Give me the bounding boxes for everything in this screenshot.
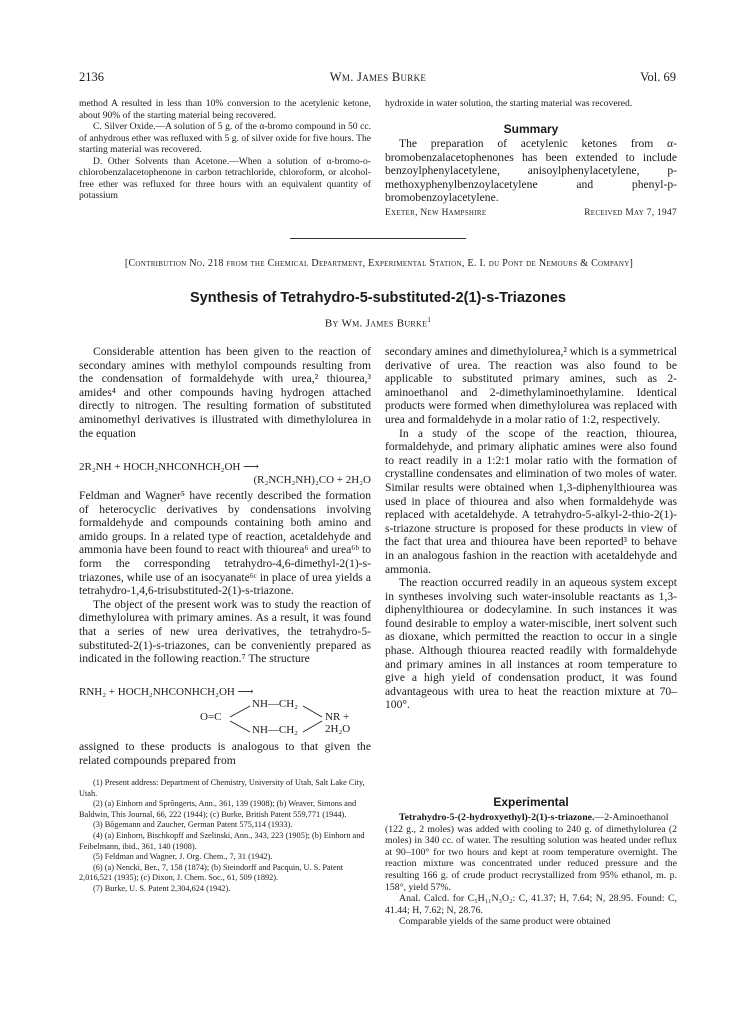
prev-paragraph: hydroxide in water solution, the starting material was recovered. <box>385 98 633 109</box>
byline-text: By Wm. James Burke <box>324 317 428 330</box>
experimental-heading: Experimental <box>493 795 569 809</box>
equation-1-line-2: (R₂NCH₂NH)₂CO + 2H₂O <box>253 474 371 486</box>
main-left-column-end <box>79 740 371 767</box>
footnote: (6) (a) Nencki, Ber., 7, 158 (1874); (b) Steindorff and Pacquin, U. S. Patent 2,016,521 (1935); (c) Dixon, J. Chem. Soc., 61, 509 (1892). <box>79 862 344 883</box>
compound-name: Tetrahydro-5-(2-hydroxyethyl)-2(1)-s-triazone. <box>399 812 595 823</box>
procedure-text: —2-Aminoethanol (122 g., 2 moles) was added with cooling to 240 g. of dimethylolurea (2 moles) in 340 cc. of water. The resulting solution was heated under reflux at 90–100° for two hours and kept at room temperature overnight. The reaction mixture was concentrated under reduced pressure and the resulting 166 g. of crude product recrystallized from 95% ethanol, m. p. 158°, yield 57%. <box>385 812 677 893</box>
footnote: (4) (a) Einhorn, Bischkopff and Szelinski, Ann., 343, 223 (1905); (b) Einhorn and Feibelmann, ibid., 361, 140 (1908). <box>79 830 365 851</box>
closing-line: Comparable yields of the same product were obtained <box>399 916 611 928</box>
footnote: (7) Burke, U. S. Patent 2,304,624 (1942). <box>93 883 231 893</box>
main-left-column <box>79 345 371 440</box>
running-author: Wm. James Burke <box>329 70 427 84</box>
page-number: 2136 <box>79 70 104 84</box>
body-paragraph: assigned to these products is analogous to that given the related compounds prepared from <box>79 740 371 767</box>
prev-article-left-column <box>79 98 371 202</box>
triazone-structure <box>200 698 375 740</box>
summary-heading: Summary <box>503 122 559 136</box>
structure-bottom-bond: NH—CH₂ <box>252 724 299 736</box>
summary-text <box>385 137 677 205</box>
footnotes <box>79 778 371 895</box>
experimental-section <box>385 812 677 928</box>
footnote: (2) (a) Einhorn and Sprōngerts, Ann., 361, 139 (1908); (b) Weaver, Simons and Baldwin, This Journal, 66, 222 (1944); (c) Burke, British Patent 559,771 (1944). <box>79 799 357 819</box>
prev-paragraph: C. Silver Oxide.—A solution of 5 g. of the α-bromo compound in 50 cc. of anhydrous ether was refluxed with 5 g. of silver oxide for five hours. The starting material was recovered. <box>79 121 371 155</box>
structure-carbonyl: O=C <box>200 711 222 723</box>
equation-2-line-1: RNH₂ + HOCH₂NHCONHCH₂OH ⟶ <box>79 686 254 698</box>
summary-paragraph: The preparation of acetylenic ketones from α-bromobenzalacetophenones has been extended to include benzoylphenylacetylene, anisoylphenylacetylene, p-methoxyphenylbenzoylacetylene and phenyl-p-bromobenzoylacetylene. <box>385 137 677 205</box>
article-title: Synthesis of Tetrahydro-5-substituted-2(1)-s-Triazones <box>190 290 566 306</box>
structure-top-bond: NH—CH₂ <box>252 698 299 710</box>
body-paragraph: The object of the present work was to study the reaction of dimethylolurea with primary amines. As a result, it was found that a series of new urea derivatives, the tetrahydro-5-substituted-2(1)-s-triazones, can be conveniently prepared as indicated in the following reaction.⁷ The structure <box>79 597 371 666</box>
experimental-paragraph <box>385 812 677 893</box>
analysis-line: Anal. Calcd. for C₅H₁₁N₃O₂: C, 41.37; H, 7.64; N, 28.95. Found: C, 41.44; H, 7.62; N, 28.76. <box>385 893 677 916</box>
byline <box>0 316 756 330</box>
body-paragraph: In a study of the scope of the reaction, thiourea, formaldehyde, and primary aliphatic amines were also found to react readily in a 1:2:1 molar ratio with the formation of crystalline condensates and elimination of two moles of water. Similar results were obtained when 1,3-diphenylthiourea was used in place of thiourea and also when formaldehyde was replaced with acetaldehyde. A tetrahydro-5-alkyl-2-thio-2(1)-s-triazone structure is proposed for these products in view of the fact that urea and thiourea have been reported³ to behave in an analogous fashion in the reaction with acetaldehyde and ammonia. <box>385 426 677 576</box>
prev-paragraph: method A resulted in less than 10% conversion to the acetylenic ketone, about 90% of the starting material being recovered. <box>79 98 371 121</box>
structure-product: NR + 2H₂O <box>325 711 351 735</box>
body-paragraph: Considerable attention has been given to the reaction of secondary amines with methylol compounds resulting from the condensation of formaldehyde with urea,² thiourea,³ amides⁴ and other compounds having hydrogen attached directly to nitrogen. The resulting formation of substituted aminomethyl derivatives is illustrated with dimethylolurea in the equation <box>79 345 371 440</box>
byline-footnote-mark: 1 <box>427 316 432 324</box>
affiliation-place: Exeter, New Hampshire <box>385 208 487 218</box>
volume-label: Vol. 69 <box>640 70 676 84</box>
footnote: (5) Feldman and Wagner, J. Org. Chem., 7, 31 (1942). <box>93 852 273 862</box>
article-divider <box>290 238 466 239</box>
footnote-spacer <box>79 770 371 771</box>
body-paragraph: The reaction occurred readily in an aqueous system except in syntheses involving such water-insoluble reactants as 1,3-diphenylthiourea or dodecylamine. In such instances it was found desirable to employ a water-miscible, inert solvent such as dioxane, which permitted the reaction to occur in a single phase. Although thiourea reacted readily with formaldehyde and primary amines in all instances at room temperature to give a high yield of condensation product, it was found advantageous with urea to heat the reaction mixture at 70–100°. <box>385 576 677 712</box>
footnote: (1) Present address: Department of Chemistry, University of Utah, Salt Lake City, Utah. <box>79 778 365 798</box>
body-paragraph: Feldman and Wagner⁵ have recently described the formation of heterocyclic derivatives by condensations involving formaldehyde and compounds containing both amino and amido groups. In a related type of reaction, acetaldehyde and ammonia have been found to react with thiourea⁶ and urea⁶ᵇ to form the corresponding tetrahydro-4,6-dimethyl-2(1)-s-triazones, while use of an isocyanate⁶ᶜ in place of urea yields a tetrahydro-1,4,6-trisubstituted-2(1)-s-triazone. <box>79 489 371 598</box>
prev-paragraph: D. Other Solvents than Acetone.—When a solution of α-bromo-o-chlorobenzalacetophenone in carbon tetrachloride, chloroform, or alcohol-free ether was refluxed for three hours with an equivalent quantity of potassium <box>79 155 371 201</box>
body-paragraph: secondary amines and dimethylolurea,² which is a symmetrical derivative of urea. The reaction was also found to be applicable to substituted primary amines, such as 2-aminoethanol and 2-dimethylaminoethylamine. Identical products were formed when dimethylolurea was replaced with urea and formaldehyde in a molar ratio of 1:2, respectively. <box>385 345 677 426</box>
contribution-note: [Contribution No. 218 from the Chemical Department, Experimental Station, E. I. du Pont de Nemours & Company] <box>124 258 634 269</box>
main-left-column-continued <box>79 489 371 666</box>
prev-article-right-column <box>385 98 677 110</box>
equation-1-line-1: 2R₂NH + HOCH₂NHCONHCH₂OH ⟶ <box>79 461 259 473</box>
main-right-column <box>385 345 677 712</box>
footnote: (3) Bōgemann and Zaucher, German Patent 575,114 (1933). <box>93 820 293 830</box>
received-date: Received May 7, 1947 <box>584 208 677 218</box>
